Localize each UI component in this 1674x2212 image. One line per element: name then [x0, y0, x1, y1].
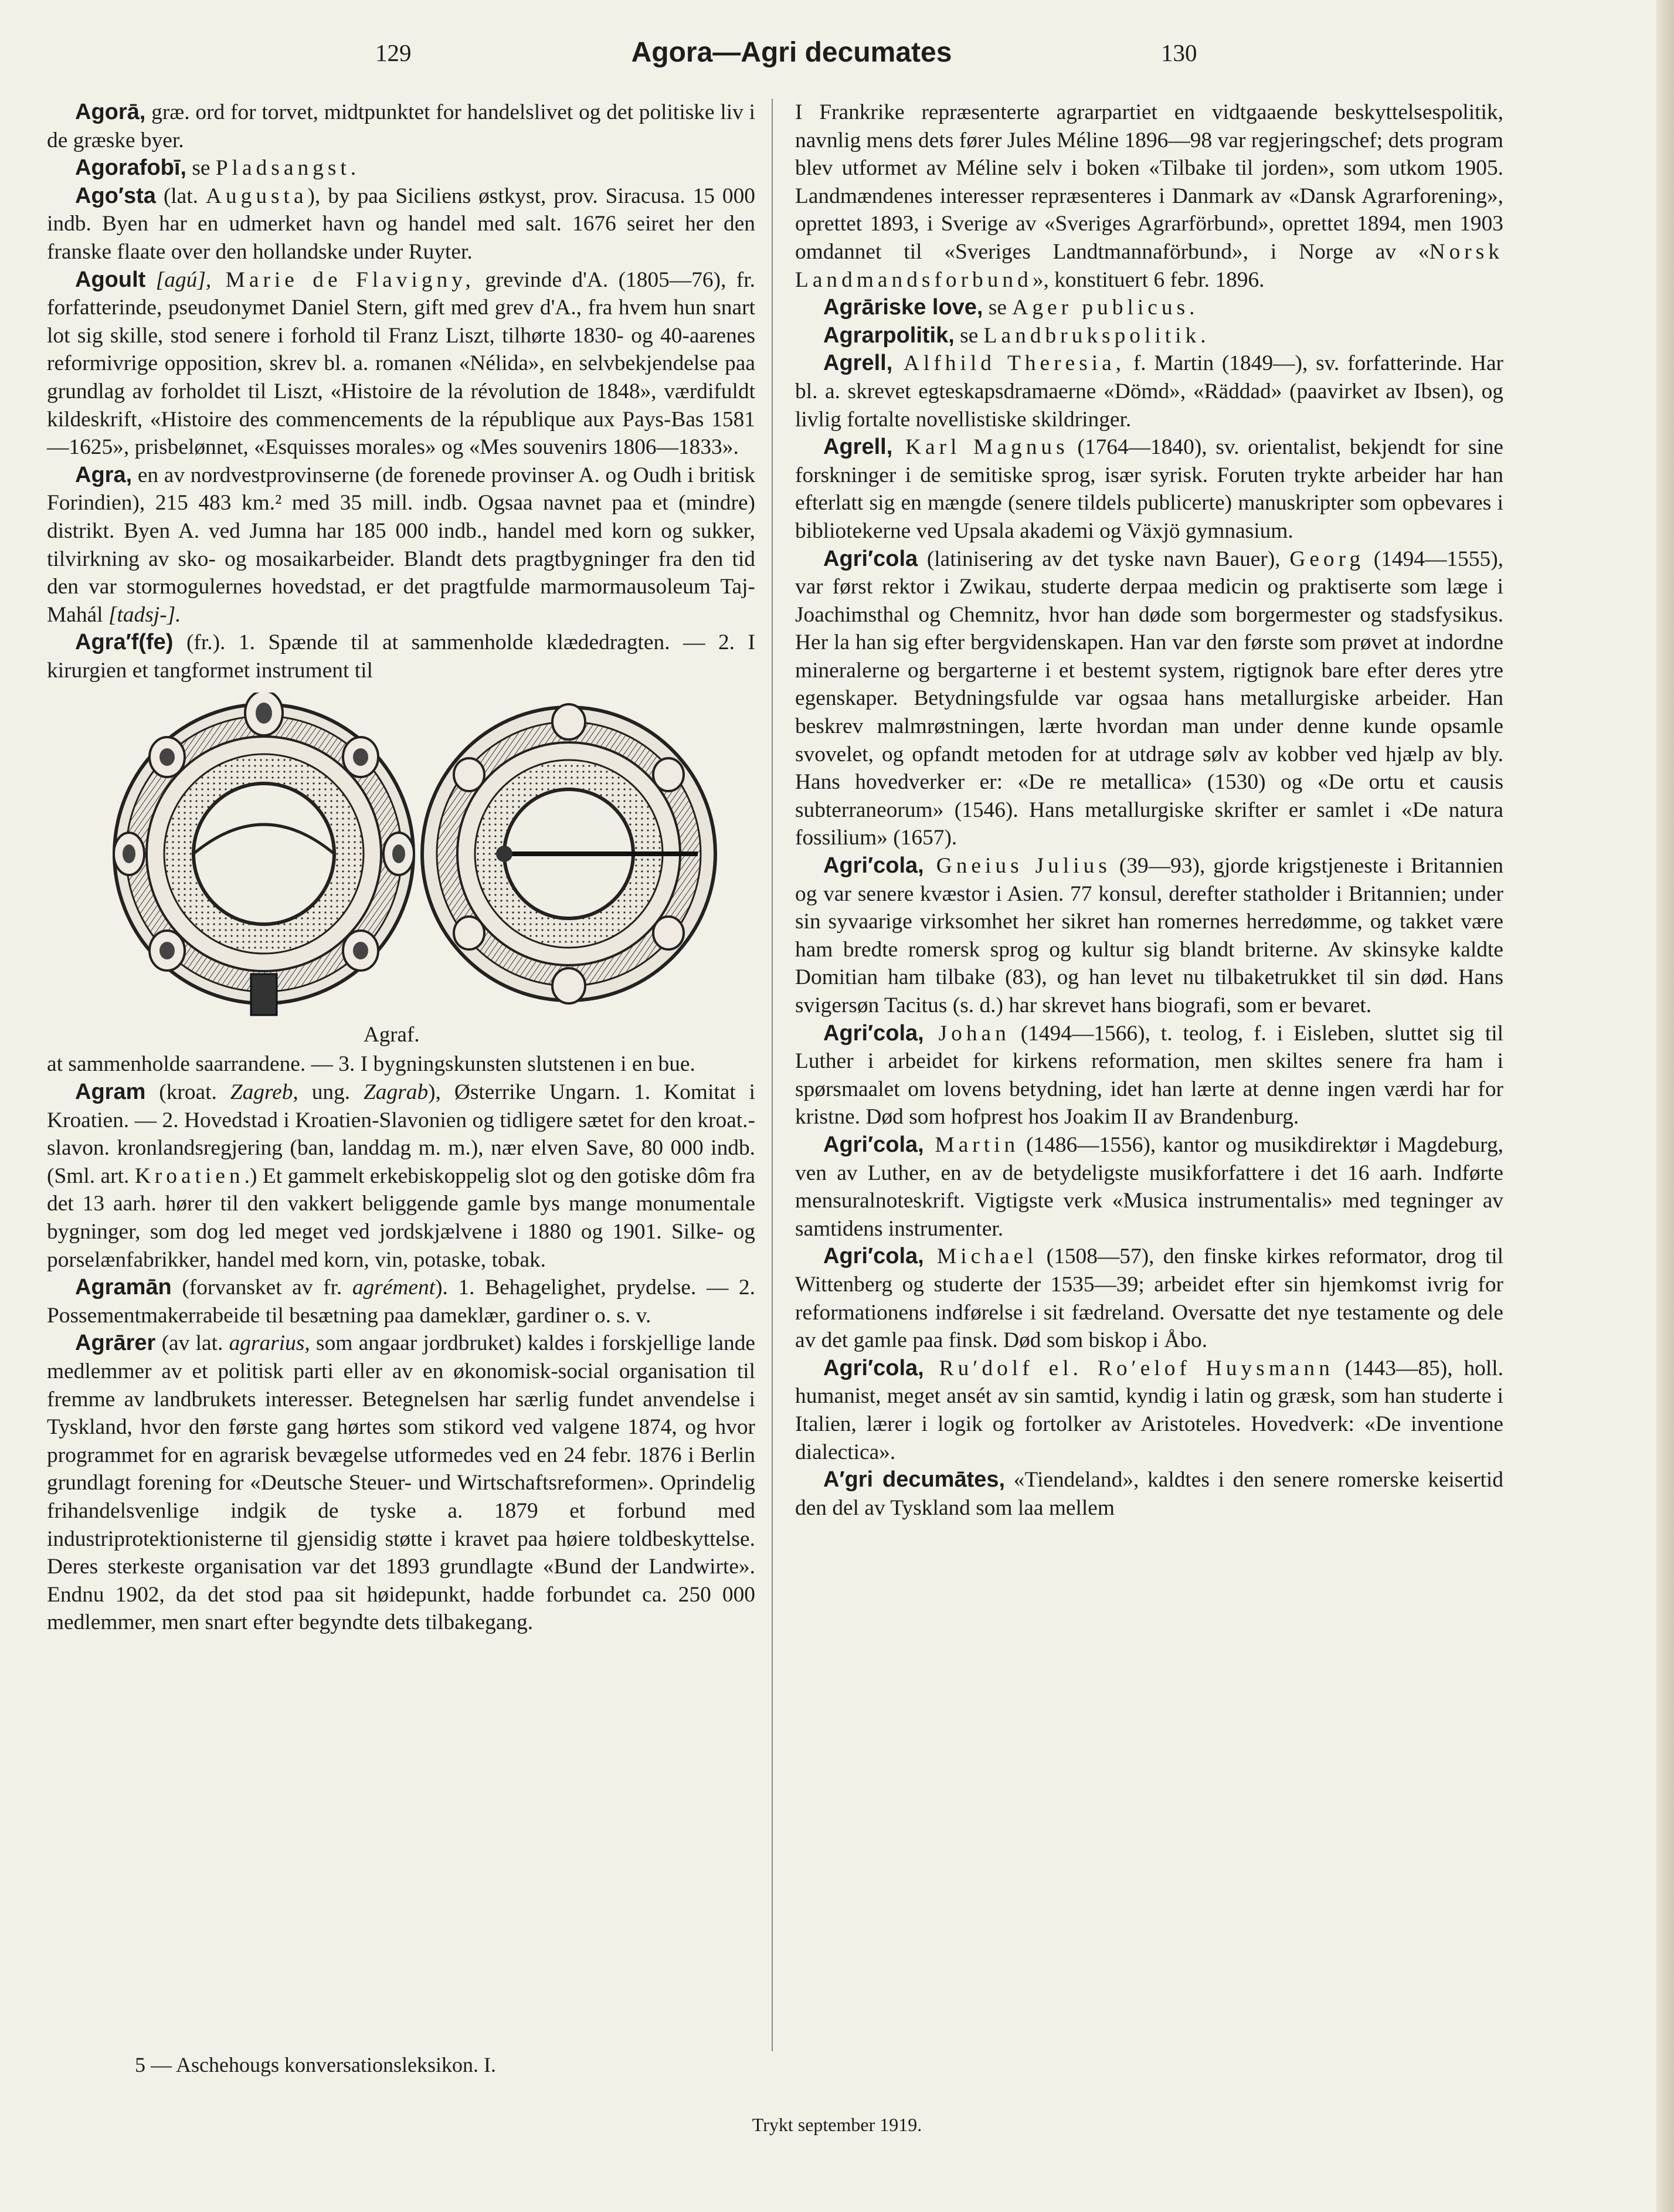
headword: Agrārer: [75, 1331, 156, 1356]
entry-text: (kroat.: [145, 1080, 230, 1105]
italic-name: Zagrab: [364, 1080, 429, 1105]
entry-text: en av nordvestprovinserne (de forenede provinser A. og Oudh i britisk Forindien), 215 483 km.² med 35 mill. indb. Ogsaa navnet paa et (mindre) distrikt. Byen A. ved Jumna har 185 000 indb., handel med korn og sukker, tilvirkning av sko- og mosaikarbeider. Blandt dets pragtbygninger fra den tid den var stormogulernes hovedstad, er det pragtfulde marmormausoleum Taj-Mahál: [47, 463, 755, 627]
entry-text: se: [186, 156, 216, 181]
entry-agora: [47, 99, 755, 154]
entry-agricola-rudolf: [795, 1355, 1503, 1466]
spaced-name: Norsk Landmandsforbund: [795, 239, 1503, 292]
entry-agrell-karl: [795, 433, 1503, 545]
right-column: [795, 99, 1503, 1522]
entry-agra: [47, 462, 755, 629]
entry-agraffe: [47, 629, 755, 684]
cross-reference: Pladsangst: [215, 156, 351, 181]
spaced-name: Karl Magnus: [892, 435, 1069, 460]
entry-text: se: [983, 296, 1013, 320]
headword: Ago′sta: [75, 183, 156, 208]
entry-text: (forvansket av fr.: [171, 1275, 352, 1300]
entry-text: ). 1. Behagelighet, prydelse. — 2. Possementmakerrabeide til besætning paa dameklær, gardiner o. s. v.: [47, 1275, 755, 1328]
spaced-name: Gneius Julius: [923, 854, 1111, 878]
entry-agosta: [47, 182, 755, 266]
entry-text: f. Martin (1849—), sv. forfatterinde. Har bl. a. skrevet egteskapsdramaerne «Dömd», «Räddad» (paavirket av Ibsen), og livlig fortalte novellistiske skildringer.: [795, 351, 1503, 432]
entry-text: », konstituert 6 febr. 1896.: [1032, 267, 1265, 292]
entry-text: se: [954, 323, 984, 348]
entry-text: (1764—1840), sv. orientalist, bekjendt for sine forskninger i de semitiske sprog, især syrisk. Foruten trykte arbeider har han efterlatt sig en mængde (senere tildels publicerte) manuskripter som opbevares i bibliotekerne ved Upsala akademi og Växjö gymnasium.: [795, 435, 1503, 543]
entry-text: .: [1200, 323, 1206, 348]
page-edge: [1656, 0, 1674, 2212]
entry-agricola-michael: [795, 1243, 1503, 1354]
running-header: [47, 39, 1536, 80]
italic-name: Zagreb,: [230, 1080, 298, 1105]
entry-text: .: [1189, 296, 1195, 320]
entry-agoult: [47, 266, 755, 462]
headword: Agri′cola,: [823, 1244, 924, 1269]
headword: Agrell,: [823, 351, 893, 376]
headword: Agri′cola: [823, 546, 918, 571]
entry-agricola-georg: [795, 545, 1503, 853]
entry-text: (latinisering av det tyske navn Bauer),: [918, 547, 1290, 571]
spaced-name: Johan: [923, 1021, 1010, 1046]
pronunciation: [tadsj-].: [103, 602, 181, 627]
entry-text: ), by paa Siciliens østkyst, prov. Siracusa. 15 000 indb. Byen har en udmerket havn og handel med salt. 1676 seiret her den franske flaate over den hollandske under Ruyter.: [47, 184, 756, 264]
figure-caption: Agraf.: [364, 1023, 420, 1047]
headword: Agrarpolitik,: [823, 323, 955, 348]
spaced-name: Alfhild Theresia,: [892, 351, 1126, 376]
agraf-illustration: [47, 693, 755, 1050]
headword: Agram: [75, 1080, 146, 1105]
signature-footnote: 5 — Aschehougs konversationsleksikon. I.: [135, 2053, 496, 2077]
italic-name: agrément: [352, 1275, 436, 1300]
spaced-name: Georg: [1289, 547, 1365, 571]
brooch-left: [114, 693, 414, 1015]
entry-agram: [47, 1078, 755, 1274]
entry-text: (1494—1555), var først rektor i Zwikau, studerte derpaa medicin og praktiserte som læge i Joachimsthal og Chemnitz, hvor han døde som borgermester og stadsfysikus. Her la han sig efter bergvidenskapen. Han var den første som prøvet at indordne mineralerne og bergarterne i et bestemt system, rigtignok bare efter deres ytre egenskaper. Betydningsfulde var ogsaa hans metallurgiske arbeider. Han beskrev malmrøstningen, lærte hvordan man under denne kunde opsamle svovelet, og opfandt metoden for at utdrage sølv av kobber ved hjælp av bly. Hans hovedverker er: «De re metallica» (1530) og «De ortu et causis subterraneorum» (1546). Hans metallurgiske skrifter er samlet i «De natura fossilium» (1657).: [795, 547, 1503, 850]
entry-agrarer-continued: [795, 99, 1503, 294]
spaced-name: Ru′dolf el. Ro′elof Huysmann: [923, 1356, 1334, 1380]
entry-agorafobi: [47, 154, 755, 182]
column-divider: [772, 99, 773, 2051]
cross-reference: Landbrukspolitik: [983, 323, 1201, 348]
page-number-right: 130: [1161, 39, 1197, 66]
italic-name: agrarius,: [229, 1331, 310, 1356]
entry-text: (fr.). 1. Spænde til at sammenholde klædedragten. — 2. I kirurgien et tangformet instrument til: [47, 630, 755, 683]
brooch-engraving: [106, 693, 727, 1021]
entry-text: (av lat.: [155, 1331, 229, 1356]
entry-text: (1443—85), holl. humanist, meget ansét av sin samtid, kyndig i latin og græsk, som han studerte i Italien, lærer i logik og fortolker av Aristoteles. Hovedverk: «De inventione dialectica».: [795, 1356, 1503, 1464]
entry-agrarpolitik: [795, 322, 1503, 350]
page-number-left: 129: [375, 39, 412, 66]
entry-agricola-gneius: [795, 852, 1503, 1020]
entry-text: græ. ord for torvet, midtpunktet for handelslivet og det politiske liv i de græske byer.: [47, 100, 755, 152]
entry-text: som angaar jordbruket) kaldes i forskjellige lande medlemmer av et politisk parti eller av en økonomisk-social organisation til fremme av landbrukets interesser. Betegnelsen har særlig fundet anvendelse i Tyskland, hvor den første gang hørtes som stikord ved valgene 1874, og hvor programmet for en agrarisk bevægelse utformedes ved en 24 febr. 1876 i Berlin grundlagt forening for «Deutsche Steuer- und Wirtschaftsreformen». Oprindelig frihandelsvenlige indgik de tyske a. 1879 et forbund med industriprotektionisterne til gjensidig støtte i kravet paa høiere toldbeskyttelse. Deres sterkeste organisation var det 1893 grundlagte «Bund der Landwirte». Endnu 1902, da det stod paa sit høidepunkt, hadde forbundet ca. 250 000 medlemmer, men snart efter begyndte dets tilbakegang.: [47, 1331, 755, 1635]
entry-text: ), Østerrike Ungarn. 1. Komitat i Kroatien. — 2. Hovedstad i Kroatien-Slavonien og tidligere sætet for den kroat.-slavon. kronlandsregjering (ban, landdag m. m.), nær elven Save, 80 000 indb. (Sml. art.: [47, 1080, 755, 1188]
entry-agraffe-continued: at sammenholde saarrandene. — 3. I bygningskunsten slutstenen i en bue.: [47, 1052, 695, 1077]
headword: Agri′cola,: [823, 1020, 924, 1046]
cross-reference: Ager publicus: [1012, 296, 1190, 320]
headword: Agorā,: [75, 100, 146, 124]
entry-text: ung.: [298, 1080, 364, 1105]
entry-agri-decumates: [795, 1466, 1503, 1522]
entry-text: grevinde d'A. (1805—76), fr. forfatterinde, pseudonymet Daniel Stern, gift med grev d'A., fra hvem hun snart lot sig skille, stod senere i forhold til Franz Liszt, tilhørte 1830- og 40-aarenes reformivrige opposition, skrev bl. a. romanen «Nélida», en selvbekjendelse paa grundlag av forholdet til Liszt, «Histoire de la révolution de 1848», værdifuldt kildeskrift, «Histoire des commencements de la république aux Pays-Bas 1581—1625», prisbelønnet, «Esquisses morales» og «Mes souvenirs 1806—1833».: [47, 267, 755, 460]
entry-text: (39—93), gjorde krigstjeneste i Britannien og var senere kvæstor i Asien. 77 konsul, derefter statholder i Britannien; under sin syvaarige virksomhet her sikret han romernes herredømme, og takket være ham bredte romersk sprog og kultur sig blandt briterne. Av skinsyke kaldte Domitian ham tilbake (83), og han levet nu tilbaketrukket til sin død. Hans svigersøn Tacitus (s. d.) har skrevet hans biografi, som er bevaret.: [795, 854, 1503, 1017]
headword: Agra,: [75, 462, 133, 487]
entry-agrell-alfhild: [795, 350, 1503, 433]
entry-agricola-martin: [795, 1131, 1503, 1243]
entry-text: (lat.: [155, 184, 206, 208]
spaced-name: Michael: [923, 1244, 1038, 1269]
entry-text: (1494—1566), t. teolog, f. i Eisleben, sluttet sig til Luther i arbeidet for kirkens reformation, men skiltes senere fra ham i spørsmaalet om lovens betydning, idet han lærte at denne ingen værdi har for kristne. Død som hofprest hos Joakim II av Brandenburg.: [795, 1021, 1503, 1129]
headword: A′gri decumātes,: [823, 1467, 1006, 1492]
headword: Agri′cola,: [823, 1132, 924, 1157]
left-column: [47, 99, 755, 1637]
entry-text: «Tiendeland», kaldtes i den senere romerske keisertid den del av Tyskland som laa mellem: [795, 1468, 1504, 1520]
headword: Agrāriske love,: [823, 295, 983, 320]
spaced-name: Augusta: [205, 184, 308, 208]
entry-text: (1508—57), den finske kirkes reformator, drog til Wittenberg og studerte der 1535—39; arbeidet efter sin hjemkomst ivrig for reformationens indførelse i sit fædreland. Oversatte det nye testamente og dele av det gamle paa finsk. Død som biskop i Åbo.: [795, 1244, 1503, 1353]
headword: Agoult: [75, 267, 146, 292]
print-date: Trykt september 1919.: [752, 2114, 922, 2135]
spaced-name: Martin: [923, 1132, 1020, 1157]
headword: Agrell,: [823, 435, 893, 460]
page-title: Agora—Agri decumates: [631, 37, 952, 68]
headword: Agramān: [75, 1275, 172, 1300]
brooch-right: [422, 704, 715, 1003]
cross-reference: Kroatien: [134, 1163, 245, 1188]
entry-agricola-johan: [795, 1020, 1503, 1131]
headword: Agri′cola,: [823, 1355, 924, 1380]
entry-agrariske-love: [795, 294, 1503, 322]
headword: Agorafobī,: [75, 155, 186, 181]
entry-text: (1486—1556), kantor og musikdirektør i Magdeburg, ven av Luther, en av de betydeligste musikforfattere i det 16 aarh. Indførte mensuralnoteskrift. Vigtigste verk «Musica instrumentalis» med tegninger av samtidens instrumenter.: [795, 1132, 1503, 1241]
headword: Agra′f(fe): [75, 630, 174, 655]
entry-text: I Frankrike repræsenterte agrarpartiet en vidtgaaende beskyttelsespolitik, navnlig mens dets fører Jules Méline 1896—98 var regjeringschef; dets program blev utformet av Méline selv i boken «Tilbake til jorden», som utkom 1905. Landmændenes interesser repræsenteres i Danmark av «Dansk Agrarforening», oprettet 1893, i Sverige av «Sveriges Agrarförbund», oprettet 1894, men 1903 omdannet til «Sveriges Landtmannaförbund», i Norge av «: [795, 100, 1503, 264]
entry-text: .) Et gammelt erkebiskoppelig slot og den gotiske dôm fra det 13 aarh. hører til den vakkert beliggende gamle bys mange monumentale bygninger, som dog led meget ved jordskjælvene i 1880 og 1901. Silke- og porselænfabrikker, handel med korn, vin, potaske, tobak.: [47, 1163, 755, 1272]
spaced-name: Marie de Flavigny,: [211, 267, 475, 292]
entry-text: .: [350, 156, 356, 181]
headword: Agri′cola,: [823, 853, 924, 878]
entry-agraman: [47, 1274, 755, 1329]
pronunciation: [agú],: [145, 267, 212, 292]
entry-agrarer: [47, 1329, 755, 1637]
